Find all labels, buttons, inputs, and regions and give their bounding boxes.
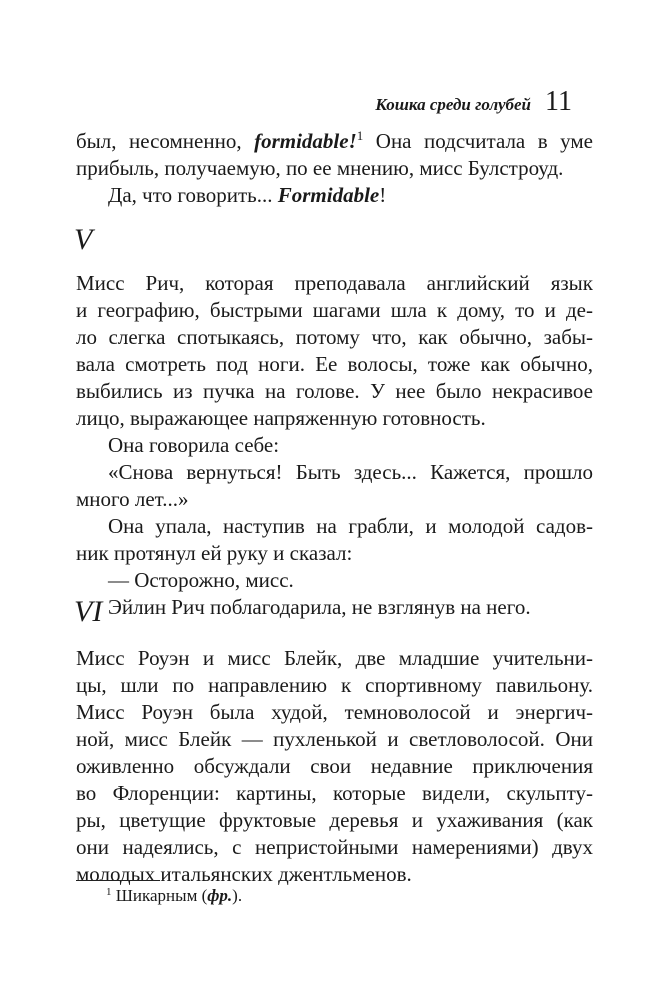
text-line: Она упала, наступив на грабли, и молодой садов-	[108, 514, 593, 538]
footnote: $^1$ Шикарным (фр.).	[106, 886, 243, 905]
text-line: Мисс Рич, которая преподавала английский язык	[76, 271, 593, 295]
text-line: Мисс Роуэн и мисс Блейк, две младшие учительни-	[76, 646, 593, 670]
running-title: Кошка среди голубей	[375, 95, 532, 114]
text-line: ной, мисс Блейк — пухленькой и светловолосой. Они	[76, 727, 593, 751]
text-line: цы, шли по направлению к спортивному павильону.	[76, 673, 593, 697]
text-line: лицо, выражающее напряженную готовность.	[76, 406, 486, 430]
text-line: Она говорила себе:	[108, 433, 280, 457]
text-line: выбились из пучка на голове. У нее было некрасивое	[76, 379, 593, 403]
text-line: оживленно обсуждали свои недавние приключения	[76, 754, 593, 778]
intro-paragraph	[76, 128, 593, 209]
section-heading-vi: VI	[74, 595, 103, 628]
text-line: прибыль, получаемую, по ее мнению, мисс Булстроуд.	[76, 156, 564, 180]
text-line: во Флоренции: картины, которые видели, скульпту-	[76, 781, 593, 805]
text-line: был, несомненно, formidable!$^1$ Она подсчитала в уме	[76, 128, 593, 153]
text-line: ник протянул ей руку и сказал:	[76, 541, 353, 565]
text-line: — Осторожно, мисс.	[108, 568, 294, 592]
text-line: много лет...»	[76, 487, 189, 511]
text-line: Да, что говорить... Formidable!	[108, 183, 387, 207]
page-number: 11	[545, 86, 572, 117]
formidable-word: Formidable	[277, 183, 380, 207]
text-line: Мисс Роуэн была худой, темноволосой и энергич-	[76, 700, 593, 724]
section-vi-text	[76, 645, 593, 888]
text-line: и географию, быстрыми шагами шла к дому, то и де-	[76, 298, 593, 322]
footnote-abbr: фр.	[207, 886, 233, 905]
text-line: «Снова вернуться! Быть здесь... Кажется, прошло	[108, 460, 593, 484]
text-line: вала смотреть под ноги. Ее волосы, тоже как обычно,	[76, 352, 593, 376]
footnote-marker: 1	[106, 886, 112, 898]
formidable-word: formidable!	[254, 129, 357, 153]
text-line: ло слегка спотыкаясь, потому что, как обычно, забы-	[76, 325, 593, 349]
section-v-text	[76, 270, 593, 621]
text-line: ры, цветущие фруктовые деревья и ухаживания (как	[76, 808, 593, 832]
text-line: они надеялись, с непристойными намерениями) двух	[76, 835, 593, 859]
page-header	[375, 86, 572, 118]
text-line: Эйлин Рич поблагодарила, не взглянув на него.	[108, 595, 531, 619]
footnote-ref: 1	[356, 128, 364, 143]
text-line: молодых итальянских джентльменов.	[76, 862, 412, 886]
footnote-divider	[76, 880, 160, 881]
section-heading-v: V	[74, 223, 93, 256]
